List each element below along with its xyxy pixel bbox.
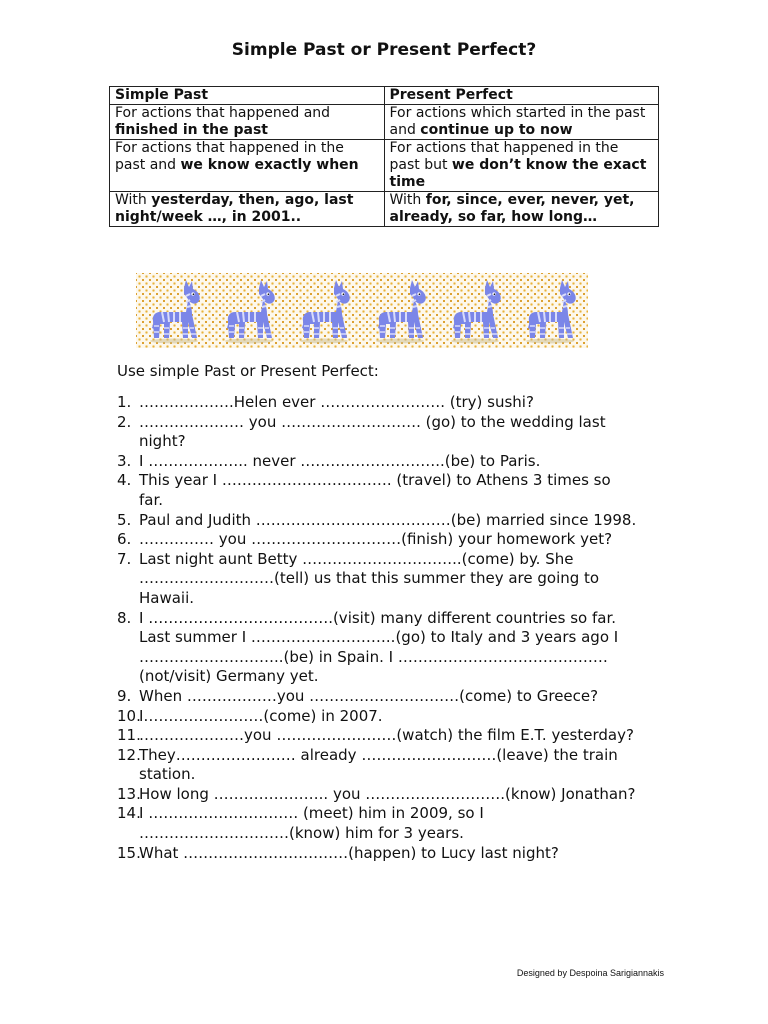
exercise-number: 11. (117, 726, 141, 745)
header-present-perfect: Present Perfect (384, 87, 659, 105)
rule-keyword-text: continue up to now (420, 122, 573, 138)
zebra-icon (518, 278, 582, 344)
rules-table-header-row (110, 87, 659, 105)
rule-text: With (115, 192, 152, 208)
credit-text: Designed by Despoina Sarigiannakis (516, 968, 664, 978)
page-title: Simple Past or Present Perfect? (231, 40, 537, 60)
exercise-number: 1. (117, 393, 132, 411)
exercise-item (117, 609, 637, 687)
rule-text: For actions that happened in the past but (389, 140, 619, 173)
rule-text: With (389, 192, 426, 208)
rule-cell-present-perfect (384, 140, 659, 192)
rule-cell-present-perfect (384, 192, 659, 227)
exercise-instructions: Use simple Past or Present Perfect: (117, 362, 379, 380)
rules-table (109, 86, 659, 227)
zebra-decoration-strip (136, 273, 588, 348)
exercise-number: 9. (117, 686, 132, 705)
exercise-item (117, 844, 637, 864)
exercise-text: Paul and Judith …………………………………(be) married since 1998. (139, 510, 637, 529)
rule-keyword-text: we don’t know the exact time (389, 157, 647, 190)
zebra-icon (142, 278, 206, 344)
rules-table-row (110, 192, 659, 227)
exercise-item (117, 413, 637, 452)
exercise-number: 7. (117, 549, 132, 568)
exercise-text: I ……………….. never ………………………..(be) to Paris. (139, 451, 541, 470)
exercise-number: 8. (117, 608, 132, 627)
rule-cell-simple-past (110, 140, 385, 192)
exercise-text: How long ………………….. you ……………………….(know) Jonathan? (139, 784, 636, 803)
exercise-item (117, 550, 637, 609)
rule-cell-present-perfect (384, 105, 659, 140)
rule-keyword-text: for, since, ever, never, yet, already, so far, how long… (389, 192, 635, 225)
exercise-text: ………………… you ………………………. (go) to the wedding last night? (139, 412, 606, 451)
exercise-number: 6. (117, 530, 132, 549)
exercise-list (117, 393, 637, 863)
exercise-number: 12. (117, 745, 141, 764)
exercise-number: 4. (117, 471, 132, 490)
exercise-item (117, 804, 637, 843)
exercise-number: 5. (117, 510, 132, 529)
exercise-item (117, 726, 637, 746)
exercise-item (117, 746, 637, 785)
rules-table-row (110, 140, 659, 192)
zebra-icon (217, 278, 281, 344)
exercise-item (117, 452, 637, 472)
zebra-icon (443, 278, 507, 344)
exercise-item (117, 687, 637, 707)
rule-text: For actions which started in the past and (389, 105, 646, 138)
zebra-icon (292, 278, 356, 344)
exercise-number: 2. (117, 412, 132, 431)
header-simple-past: Simple Past (110, 87, 385, 105)
exercise-item (117, 393, 637, 413)
exercise-text: Last night aunt Betty …………………………..(come) by. She ………………………(tell) us that this summer they are going to Hawaii. (139, 549, 600, 607)
zebra-icon (368, 278, 432, 344)
rules-table-row (110, 105, 659, 140)
exercise-text: …………… you …………………………(finish) your homework yet? (139, 530, 613, 549)
exercise-item (117, 530, 637, 550)
exercise-text: They…………………… already ………………………(leave) the train station. (139, 745, 618, 784)
rule-keyword-text: yesterday, then, ago, last night/week …, in 2001.. (115, 192, 354, 225)
exercise-number: 13. (117, 784, 141, 803)
rule-keyword-text: finished in the past (115, 122, 268, 138)
exercise-number: 14. (117, 804, 141, 823)
rule-cell-simple-past (110, 192, 385, 227)
exercise-text: This year I ……………………………. (travel) to Athens 3 times so far. (139, 471, 611, 509)
exercise-item (117, 785, 637, 805)
exercise-text: I……………………(come) in 2007. (139, 706, 383, 725)
exercise-text: What ……………………………(happen) to Lucy last night? (139, 843, 559, 862)
exercise-number: 10. (117, 706, 141, 725)
exercise-text: When ………………you …………………………(come) to Greece? (139, 686, 599, 705)
exercise-number: 3. (117, 451, 132, 470)
exercise-text: ……………….Helen ever ……………………. (try) sushi? (139, 393, 534, 411)
exercise-item (117, 471, 637, 510)
rule-text: For actions that happened in the past and (115, 140, 344, 173)
rule-keyword-text: we know exactly when (180, 157, 359, 173)
rule-text: For actions that happened and (115, 105, 331, 121)
exercise-item (117, 707, 637, 727)
exercise-text: I ……………………………….(visit) many different countries so far. Last summer I ………………………..(go) to Italy and 3 years ago I ………………………..(be) in Spain. I …………………………………… (not/visit) Germany yet. (139, 608, 619, 686)
exercise-text: I ………………………… (meet) him in 2009, so I …………………………(know) him for 3 years. (139, 804, 484, 843)
exercise-number: 15. (117, 843, 141, 862)
exercise-text: …………………you ……………………(watch) the film E.T. yesterday? (139, 726, 634, 745)
exercise-item (117, 511, 637, 531)
rule-cell-simple-past (110, 105, 385, 140)
